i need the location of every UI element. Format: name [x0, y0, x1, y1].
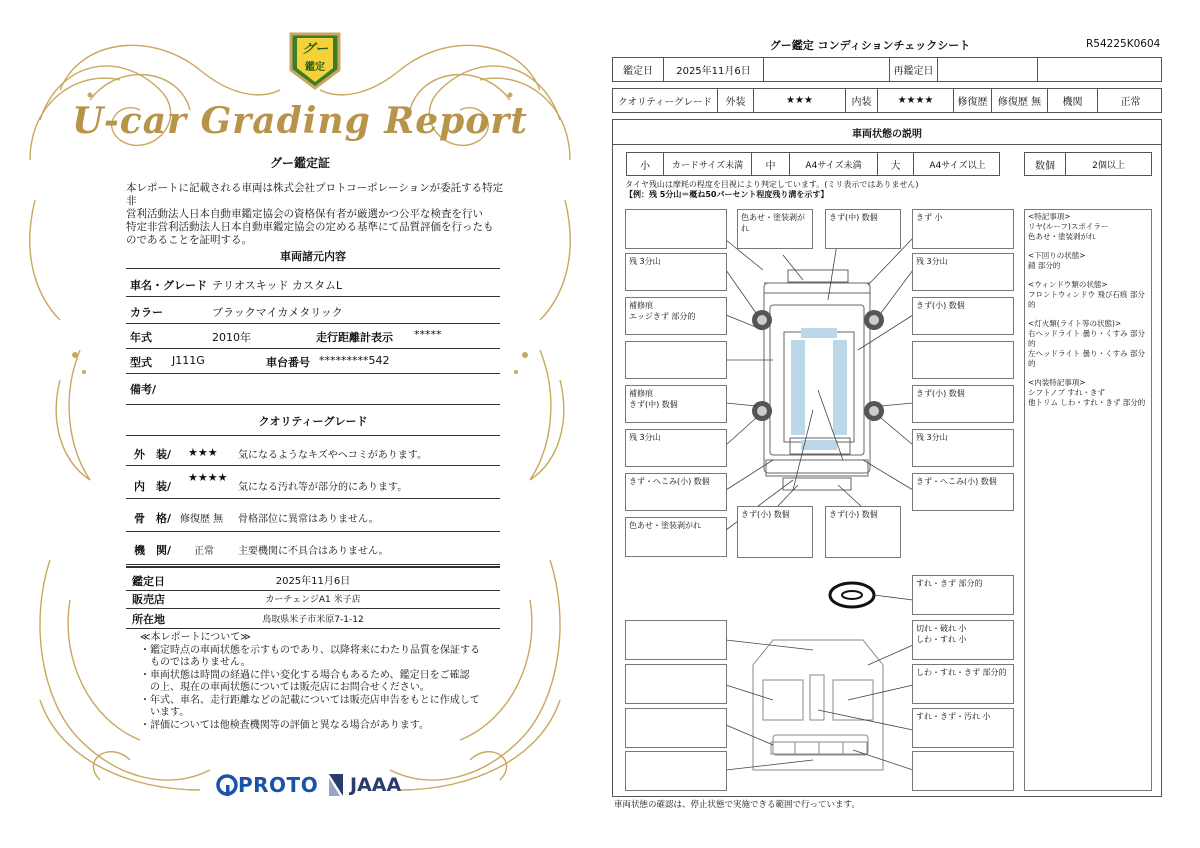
comment-text: エッジきず 部分的 [629, 312, 696, 321]
note-line [1028, 310, 1148, 319]
sheet-id: R54225K0604 [1086, 38, 1161, 50]
comment-box-passenger-seat [625, 664, 727, 704]
footer-note: 車両状態の確認は、停止状態で実施できる範囲で行っています。 [614, 800, 860, 810]
comment-box-rear-door-right [912, 385, 1014, 423]
quality-desc: 気になる汚れ等が部分的にあります。 [238, 482, 408, 493]
comment-box-driver-seat [912, 620, 1014, 660]
date-row [612, 57, 1162, 82]
badge-line2: 鑑定 [305, 62, 325, 73]
comment-text: 補修痕 [629, 301, 653, 310]
proto-text: PROTO [238, 773, 319, 797]
comment-box-door-right [912, 341, 1014, 379]
note-line [1028, 242, 1148, 251]
spec-row-remarks [126, 374, 500, 405]
info-row-shop [126, 589, 500, 609]
spec-value: 2010年 [212, 331, 251, 344]
reinspect-label: 再鑑定日 [889, 58, 937, 81]
certificate-line: 本レポートに記載される車両は株式会社プロトコーポレーションが委託する特定非 [126, 182, 504, 207]
comment-text: しわ・すれ 小 [916, 635, 967, 644]
comment-box-rear-seat [912, 708, 1014, 748]
quality-row-engine [126, 532, 500, 565]
jaaa-logo [326, 770, 401, 800]
quality-row-exterior [126, 435, 500, 466]
jaaa-mark-icon [326, 772, 346, 798]
quality-desc: 骨格部位に異常はありません。 [238, 514, 379, 525]
comment-box-front-right [912, 209, 1014, 249]
special-notes-panel [1024, 209, 1152, 791]
note-line [1028, 369, 1148, 378]
comment-text: 切れ・破れ 小 [916, 624, 967, 633]
condition-heading: 車両状態の説明 [613, 120, 1161, 145]
date-label: 鑑定日 [623, 66, 653, 77]
count-label: 数個 [1035, 160, 1055, 172]
condition-check-sheet [600, 0, 1200, 848]
spec-value: ブラックマイカメタリック [212, 306, 343, 319]
quality-desc: 主要機関に不具合はありません。 [238, 546, 389, 557]
comment-box-trim [912, 751, 1014, 791]
info-row-date [126, 566, 500, 591]
comment-text: きず(小) 数個 [916, 389, 965, 398]
spec-label: カラー [130, 306, 163, 319]
comment-box-front-left [625, 209, 727, 249]
spec-value: J111G [172, 354, 205, 367]
date-value: 2025年11月6日 [663, 58, 763, 81]
quality-value: 修復歴 無 [180, 514, 224, 525]
spec-row-year [126, 324, 500, 349]
comment-text: 補修痕 [629, 389, 653, 398]
quality-row-frame [126, 499, 500, 532]
blank-cell [1037, 58, 1163, 81]
comment-box-rear-bumper [825, 506, 901, 558]
spec-value: *********542 [319, 354, 390, 367]
comment-box-tire-fr [912, 253, 1014, 291]
info-label: 鑑定日 [132, 575, 165, 588]
spec-label: 年式 [130, 331, 152, 344]
comment-box-fender-right [912, 297, 1014, 335]
grade-row [612, 88, 1162, 113]
comment-box-quarter-right [912, 473, 1014, 511]
condition-panel [612, 119, 1162, 797]
spec-value: ***** [414, 328, 442, 341]
info-label: 販売店 [132, 593, 165, 606]
tire-note: タイヤ残山は摩耗の程度を目視により判定しています。(ミリ表示ではありません) [625, 180, 919, 189]
spec-value: テリオスキッド カスタムL [212, 279, 343, 292]
comment-box-fender-left [625, 297, 727, 335]
quality-label: 外 装/ [134, 448, 172, 461]
comment-text: すれ・きず・汚れ 小 [916, 712, 991, 721]
comment-box-rear-left [625, 517, 727, 557]
note-line: ・評価については他検査機関等の評価と異なる場合があります。 [140, 719, 429, 731]
comment-box-cargo [625, 751, 727, 791]
legend-cell: A4サイズ以上 [913, 153, 1001, 175]
comment-box-console [912, 664, 1014, 704]
proto-logo [216, 770, 318, 800]
quality-row-interior [126, 466, 500, 499]
note-line: 錆 部分的 [1028, 261, 1061, 270]
note-line: フロントウィンドウ 飛び石痕 部分的 [1028, 290, 1145, 309]
comment-text: 残 3分山 [629, 257, 661, 266]
exterior-stars: ★★★ [753, 89, 845, 112]
info-value: カーチェンジA1 米子店 [265, 595, 361, 605]
comment-box-door-left [625, 341, 727, 379]
comment-text: きず 小 [916, 213, 943, 222]
certificate-title: グー鑑定証 [269, 156, 330, 170]
info-label: 所在地 [132, 613, 165, 626]
spec-label: 走行距離計表示 [316, 331, 393, 344]
comment-box-tire-rr [912, 429, 1014, 467]
spec-row-model [126, 349, 500, 374]
info-value: 2025年11月6日 [275, 576, 351, 587]
exterior-label: 外装 [717, 89, 753, 112]
quality-heading: クオリティーグレード [258, 415, 368, 428]
comment-text: きず(中) 数個 [829, 213, 878, 222]
info-row-location [126, 609, 500, 629]
legend-cell: カードサイズ未満 [663, 153, 751, 175]
notes-heading: ≪本レポートについて≫ [140, 632, 251, 643]
note-line: <下回りの状態> [1028, 251, 1086, 260]
grade-label: クオリティーグレード [617, 96, 713, 108]
note-line: <灯火類(ライト等の状態)> [1028, 319, 1122, 328]
note-line: 左ヘッドライト 曇り・くすみ 部分的 [1028, 349, 1146, 368]
note-line: います。 [140, 707, 190, 718]
blank-cell [763, 58, 889, 81]
note-line: シフトノブ すれ・きず [1028, 388, 1105, 397]
note-line: ・年式、車名、走行距離などの記載については販売店申告をもとに作成して [140, 694, 480, 706]
note-line: ・車両状態は時間の経過に伴い変化する場合もあるため、鑑定日をご確認 [140, 669, 470, 681]
comment-text: 残 3分山 [916, 433, 948, 442]
tire-example: 【例：残 5分山＝概ね50パーセント程度残り溝を示す】 [625, 190, 829, 199]
legend-cell: 中 [751, 153, 789, 175]
steering-wheel-icon [830, 583, 913, 607]
comment-text: 色あせ・塗装剥がれ [629, 521, 701, 530]
quality-value: 正常 [194, 546, 214, 557]
spec-row-name [126, 268, 500, 297]
spec-label: 型式 [130, 356, 152, 369]
sheet-title: グー鑑定 コンディションチェックシート [769, 39, 971, 52]
repair-value: 修復歴 無 [991, 89, 1047, 112]
quality-value: ★★★ [188, 446, 218, 459]
comment-text: きず(小) 数個 [829, 510, 878, 519]
spec-label: 車名・グレード [130, 279, 207, 292]
engine-value: 正常 [1097, 89, 1163, 112]
comment-text: 残 3分山 [916, 257, 948, 266]
repair-label: 修復歴 [953, 89, 991, 112]
comment-box-tire-rl [625, 429, 727, 467]
comment-box-steering [912, 575, 1014, 615]
spec-label: 備考/ [130, 383, 157, 396]
legend-cell: A4サイズ未満 [789, 153, 877, 175]
comment-box-rear-door-left [625, 385, 727, 423]
comment-text: 残 3分山 [629, 433, 661, 442]
comment-box-back-door [737, 506, 813, 558]
comment-text: 色あせ・塗装剥がれ [741, 213, 805, 233]
jaaa-text: JAAA [350, 774, 402, 796]
report-title: U-car Grading Report [72, 100, 528, 142]
interior-outline [753, 640, 883, 770]
comment-text: きず・へこみ(小) 数個 [629, 477, 710, 486]
comment-box-hood [825, 209, 901, 249]
comment-box-floor [625, 708, 727, 748]
proto-mark-icon [216, 773, 238, 797]
quality-desc: 気になるようなキズやヘコミがあります。 [238, 450, 427, 461]
note-line: <内装特記事項> [1028, 378, 1086, 387]
quality-value: ★★★★ [188, 471, 228, 484]
interior-stars: ★★★★ [877, 89, 953, 112]
quality-label: 内 装/ [134, 480, 172, 493]
note-line: ものではありません。 [140, 657, 251, 668]
window-left [791, 340, 805, 435]
note-line: 色あせ・塗装剥がれ [1028, 232, 1096, 241]
spec-label: 車台番号 [266, 356, 310, 369]
note-line: ・鑑定時点の車両状態を示すものであり、以降将来にわたり品質を保証する [140, 644, 480, 656]
reinspect-value [937, 58, 1037, 81]
certificate-body [126, 182, 506, 247]
window-right [833, 340, 847, 435]
note-line [1028, 271, 1148, 280]
comment-text: きず(中) 数個 [629, 400, 678, 409]
engine-label: 機関 [1047, 89, 1097, 112]
report-notes [140, 632, 500, 732]
comment-box-dashboard [625, 620, 727, 660]
note-line: <ウィンドウ類の状態> [1028, 280, 1108, 289]
certificate-line: のであることを証明する。 [126, 234, 252, 246]
spec-row-color [126, 297, 500, 324]
comment-text: しわ・すれ・きず 部分的 [916, 668, 1007, 677]
count-value: 2個以上 [1065, 153, 1151, 175]
comment-text: すれ・きず 部分的 [916, 579, 983, 588]
note-line: 他トリム しわ・すれ・きず 部分的 [1028, 398, 1146, 407]
comment-box-quarter-left [625, 473, 727, 511]
quality-label: 機 関/ [134, 544, 172, 557]
interior-label: 内装 [845, 89, 877, 112]
note-line: <特記事項> [1028, 212, 1071, 221]
goo-kantei-badge [287, 30, 343, 92]
certificate-line: 営利活動法人日本自動車鑑定協会の資格保有者が厳選かつ公平な検査を行い [126, 208, 483, 220]
comment-text: きず(小) 数個 [916, 301, 965, 310]
quality-label: 骨 格/ [134, 512, 172, 525]
legend-cell: 小 [640, 160, 650, 172]
info-value: 鳥取県米子市米原7-1-12 [262, 615, 364, 625]
certificate-line: 特定非営利活動法人日本自動車鑑定協会の定める基準にて品質評価を行ったも [126, 221, 494, 233]
legend-cell: 大 [877, 153, 913, 175]
comment-box-front-panel [737, 209, 813, 249]
note-line: リヤ(ルーフ)スポイラー [1028, 222, 1109, 231]
badge-line1: グー [301, 42, 328, 57]
note-line: 右ヘッドライト 曇り・くすみ 部分的 [1028, 329, 1146, 348]
comment-box-tire-fl [625, 253, 727, 291]
note-line: の上、現在の車両状態については販売店にお問合せください。 [140, 682, 430, 693]
spec-heading: 車両諸元内容 [280, 250, 346, 263]
comment-text: きず・へこみ(小) 数個 [916, 477, 997, 486]
comment-text: きず(小) 数個 [741, 510, 790, 519]
